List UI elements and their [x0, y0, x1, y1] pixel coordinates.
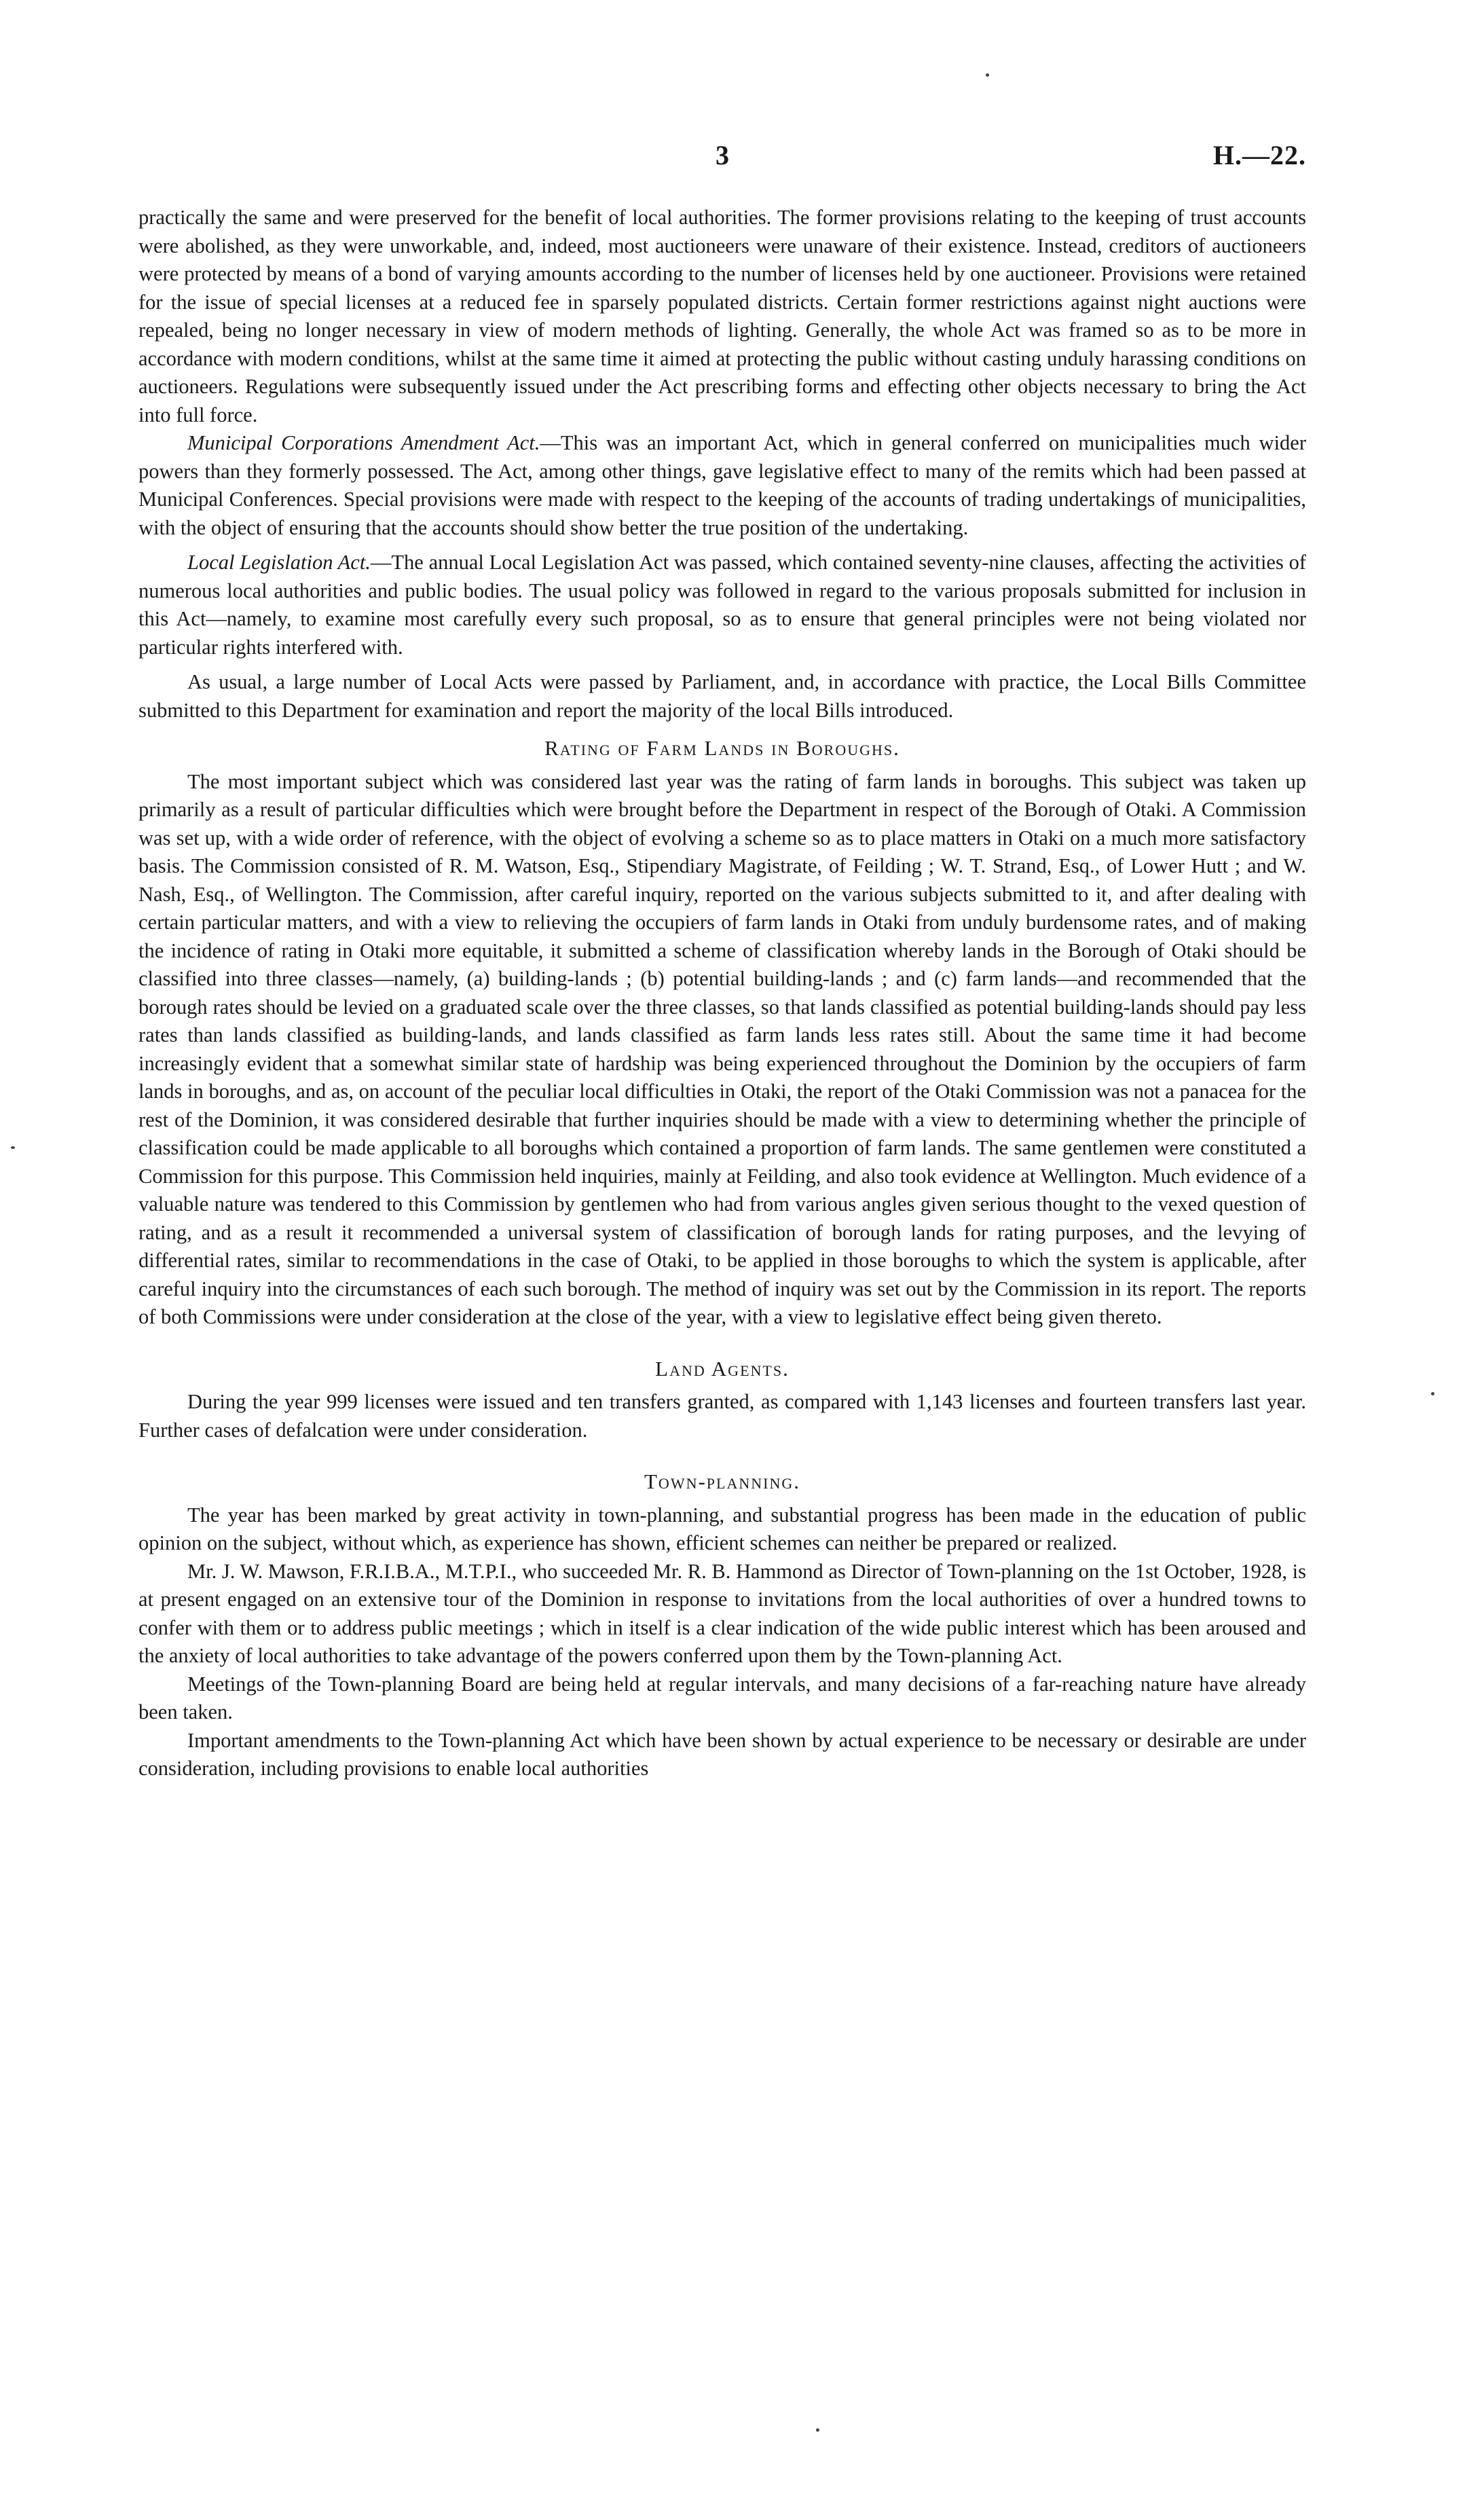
scan-speck	[11, 1146, 15, 1149]
section-heading-land-agents: Land Agents.	[655, 1356, 790, 1381]
section-heading-rating: Rating of Farm Lands in Boroughs.	[544, 736, 900, 760]
paragraph-local-acts: As usual, a large number of Local Acts were passed by Parliament, and, in accordance with practice, the Local Bills Committee submitted to this Department for examination and report the majority of the local Bills introduced.	[138, 670, 1306, 722]
page-header	[138, 139, 1306, 180]
body-text	[138, 204, 1306, 1783]
scan-speck	[986, 73, 989, 77]
paragraph-auctioneers-continued: practically the same and were preserved for the benefit of local authorities. The former provisions relating to the keeping of trust accounts were abolished, as they were unworkable, and, indeed, most auctioneers were unaware of their existence. Instead, creditors of auctioneers were protected by means of a bond of varying amounts according to the number of licenses held by one auctioneer. Provisions were retained for the issue of special licenses at a reduced fee in sparsely populated districts. Certain former restrictions against night auctions were repealed, being no longer necessary in view of modern methods of lighting. Generally, the whole Act was framed so as to be more in accordance with modern conditions, whilst at the same time it aimed at protecting the public without casting unduly harassing conditions on auctioneers. Regulations were subsequently issued under the Act prescribing forms and effecting other objects necessary to bring the Act into full force.	[138, 206, 1306, 426]
paragraph-municipal-corporations-text: —This was an important Act, which in general conferred on municipalities much wider powers than they formerly possessed. The Act, among other things, gave legislative effect to many of the remits which had been passed at Municipal Conferences. Special provisions were made with respect to the keeping of the accounts of trading undertakings of municipalities, with the object of ensuring that the accounts should show better the true position of the undertaking.	[138, 431, 1306, 539]
act-title-municipal-corporations: Municipal Corporations Amendment Act.	[187, 431, 540, 454]
paragraph-municipal-corporations	[138, 429, 1306, 542]
paragraph-town-planning-1: The year has been marked by great activity in town-planning, and substantial progress has been made in the education of public opinion on the subject, without which, as experience has shown, efficient schemes can neither be prepared or realized.	[138, 1503, 1306, 1554]
paragraph-local-legislation	[138, 549, 1306, 661]
paragraph-land-agents: During the year 999 licenses were issued and ten transfers granted, as compared with 1,143 licenses and fourteen transfers last year. Further cases of defalcation were under consideration.	[138, 1390, 1306, 1442]
document-reference: H.—22.	[1212, 140, 1306, 170]
paragraph-town-planning-3: Meetings of the Town-planning Board are being held at regular intervals, and many decisions of a far-reaching nature have already been taken.	[138, 1672, 1306, 1723]
paragraph-town-planning-4: Important amendments to the Town-planning Act which have been shown by actual experience to be necessary or desirable are under consideration, including provisions to enable local authorities	[138, 1728, 1306, 1780]
page-number: 3	[716, 140, 729, 170]
act-title-local-legislation: Local Legislation Act.	[187, 551, 371, 574]
paragraph-town-planning-2: Mr. J. W. Mawson, F.R.I.B.A., M.T.P.I., who succeeded Mr. R. B. Hammond as Director of Town-planning on the 1st October, 1928, is at present engaged on an extensive tour of the Dominion in response to invitations from the local authorities of over a hundred towns to confer with them or to address public meetings ; which in itself is a clear indication of the wide public interest which has been aroused and the anxiety of local authorities to take advantage of the powers conferred upon them by the Town-planning Act.	[138, 1559, 1306, 1667]
scan-speck	[1431, 1392, 1434, 1395]
paragraph-local-legislation-text: —The annual Local Legislation Act was passed, which contained seventy-nine clauses, affecting the activities of numerous local authorities and public bodies. The usual policy was followed in regard to the various proposals submitted for inclusion in this Act—namely, to examine most carefully every such proposal, so as to ensure that general principles were not being violated nor particular rights interfered with.	[138, 551, 1306, 659]
paragraph-rating: The most important subject which was considered last year was the rating of farm lands in boroughs. This subject was taken up primarily as a result of particular difficulties which were brought before the Department in respect of the Borough of Otaki. A Commission was set up, with a wide order of reference, with the object of evolving a scheme so as to place matters in Otaki on a much more satisfactory basis. The Commission consisted of R. M. Watson, Esq., Stipendiary Magistrate, of Feilding ; W. T. Strand, Esq., of Lower Hutt ; and W. Nash, Esq., of Wellington. The Commission, after careful inquiry, reported on the various subjects submitted to it, and after dealing with certain particular matters, and with a view to relieving the occupiers of farm lands in Otaki from unduly burdensome rates, and of making the incidence of rating in Otaki more equitable, it submitted a scheme of classification whereby lands in the Borough of Otaki should be classified into three classes—namely, (a) building-lands ; (b) potential building-lands ; and (c) farm lands—and recommended that the borough rates should be levied on a graduated scale over the three classes, so that lands classified as potential building-lands should pay less rates than lands classified as building-lands, and lands classified as farm lands less rates still. About the same time it had become increasingly evident that a somewhat similar state of hardship was being experienced throughout the Dominion by the occupiers of farm lands in boroughs, and as, on account of the peculiar local difficulties in Otaki, the report of the Otaki Commission was not a panacea for the rest of the Dominion, it was considered desirable that further inquiries should be made with a view to determining whether the principle of classification could be made applicable to all boroughs which contained a proportion of farm lands. The same gentlemen were constituted a Commission for this purpose. This Commission held inquiries, mainly at Feilding, and also took evidence at Wellington. Much evidence of a valuable nature was tendered to this Commission by gentlemen who had from various angles given serious thought to the vexed question of rating, and as a result it recommended a universal system of classification of borough lands for rating purposes, and the levying of differential rates, similar to recommendations in the case of Otaki, to be applied in those boroughs to which the system is applicable, after careful inquiry into the circumstances of each such borough. The method of inquiry was set out by the Commission in its report. The reports of both Commissions were under consideration at the close of the year, with a view to legislative effect being given thereto.	[138, 769, 1306, 1328]
scan-speck	[816, 2428, 819, 2432]
section-heading-town-planning: Town-planning.	[644, 1469, 800, 1493]
